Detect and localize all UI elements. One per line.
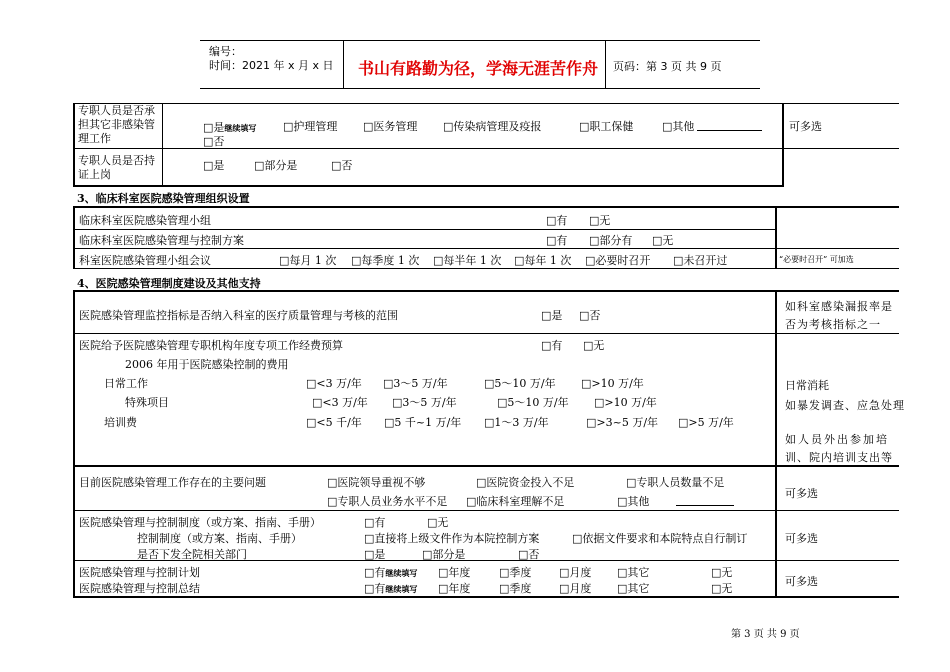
s4-budget-opt1[interactable]: □有 (541, 339, 563, 352)
s4-summary-opt1[interactable]: □年度 (438, 582, 471, 595)
s4-system-label2: 控制制度（或方案、指南、手册） (137, 532, 302, 545)
s3-row3-opt6[interactable]: □未召开过 (673, 254, 728, 267)
s4-plan-opt4[interactable]: □其它 (617, 566, 650, 579)
s1-left-border (73, 103, 75, 187)
s1-row1-opt1[interactable]: □护理管理 (283, 120, 338, 133)
s4-training-opt3[interactable]: □1～3 万/年 (484, 416, 549, 429)
s4-remark-divider (775, 290, 777, 598)
s3-row2-opt1[interactable]: □有 (546, 234, 568, 247)
s4-budget-label: 医院给予医院感染管理专职机构年度专项工作经费预算 (79, 339, 343, 352)
header-bottom-rule (200, 88, 760, 89)
s4-daily-label: 日常工作 (104, 377, 148, 390)
s4-summary-have[interactable]: □有继续填写 (364, 582, 418, 595)
s4-system-opt4[interactable]: □依据文件要求和本院特点自行制订 (572, 532, 748, 545)
header-page-label: 页码：第 3 页 共 9 页 (613, 60, 722, 73)
s1-mid-rule (73, 148, 899, 149)
s4-summary-opt2[interactable]: □季度 (499, 582, 532, 595)
s4-problems-opt6[interactable]: □其他 (617, 495, 650, 508)
s4-problems-opt5[interactable]: □临床科室理解不足 (466, 495, 565, 508)
s3-row2-label: 临床科室医院感染管理与控制方案 (79, 234, 244, 247)
s1-row1-opt2[interactable]: □医务管理 (363, 120, 418, 133)
s1-label-divider (162, 103, 163, 187)
s4-daily-opt2[interactable]: □3～5 万/年 (383, 377, 448, 390)
s4-summary-opt4[interactable]: □其它 (617, 582, 650, 595)
header-top-rule (200, 40, 760, 41)
s4-system-opt3[interactable]: □直接将上级文件作为本院控制方案 (364, 532, 540, 545)
s1-row2-opt1[interactable]: □是 (203, 159, 225, 172)
s4-plan-opt2[interactable]: □季度 (499, 566, 532, 579)
s1-row1-opt-no[interactable]: □否 (203, 135, 225, 148)
s4-system-remark: 可多选 (785, 532, 818, 545)
s4-special-opt1[interactable]: □<3 万/年 (312, 396, 368, 409)
s4-daily-opt4[interactable]: □>10 万/年 (581, 377, 644, 390)
s4-system-opt5[interactable]: □是 (364, 548, 386, 561)
s4-system-opt1[interactable]: □有 (364, 516, 386, 529)
s3-row1-label: 临床科室医院感染管理小组 (79, 214, 211, 227)
s1-row2-label: 专职人员是否持证上岗 (78, 154, 155, 181)
s4-plan-label: 医院感染管理与控制计划 (79, 566, 200, 579)
s4-problems-other-blank (676, 505, 734, 506)
s3-row2-opt3[interactable]: □无 (652, 234, 674, 247)
s4-left-border (73, 290, 75, 598)
s3-row3-remark: “必要时召开” 可加选 (779, 255, 854, 264)
s4-indicator-remark1: 如科室感染漏报率是 (785, 300, 893, 313)
s4-budget-year-label: 2006 年用于医院感染控制的费用 (125, 358, 289, 371)
header-motto: 书山有路勤为径，学海无涯苦作舟 (358, 59, 599, 78)
s3-row3-opt4[interactable]: □每年 1 次 (514, 254, 572, 267)
s3-row3-opt5[interactable]: □必要时召开 (585, 254, 651, 267)
s4-summary-label: 医院感染管理与控制总结 (79, 582, 200, 595)
s4-training-opt5[interactable]: □>5 万/年 (678, 416, 734, 429)
s4-system-opt2[interactable]: □无 (427, 516, 449, 529)
s4-system-label1: 医院感染管理与控制制度（或方案、指南、手册） (79, 516, 321, 529)
s1-row1-opt3[interactable]: □传染病管理及疫报 (443, 120, 542, 133)
s1-row1-opt-yes[interactable]: □是继续填写 (203, 121, 257, 134)
s1-row2-opt2[interactable]: □部分是 (254, 159, 298, 172)
s4-training-opt4[interactable]: □>3~5 万/年 (586, 416, 659, 429)
s3-row1-opt2[interactable]: □无 (589, 214, 611, 227)
s1-row1-other-blank (697, 130, 762, 131)
s4-daily-opt1[interactable]: □<3 万/年 (306, 377, 362, 390)
s3-row3-opt3[interactable]: □每半年 1 次 (433, 254, 502, 267)
s4-special-remark: 如暴发调查、应急处理 (785, 399, 905, 412)
header-number-label: 编号： (209, 45, 242, 58)
s4-problems-opt4[interactable]: □专职人员业务水平不足 (327, 495, 448, 508)
s4-problems-label: 目前医院感染管理工作存在的主要问题 (79, 476, 266, 489)
s4-indicator-opt1[interactable]: □是 (541, 309, 563, 322)
s4-special-opt4[interactable]: □>10 万/年 (594, 396, 657, 409)
s3-row3-opt2[interactable]: □每季度 1 次 (351, 254, 420, 267)
s4-title: 4、医院感染管理制度建设及其他支持 (77, 277, 261, 290)
s4-budget-opt2[interactable]: □无 (583, 339, 605, 352)
s1-row1-remark: 可多选 (789, 120, 822, 133)
s4-training-remark2: 训、院内培训支出等 (785, 451, 893, 464)
s1-row1-opt5[interactable]: □其他 (662, 120, 695, 133)
s4-system-label3: 是否下发全院相关部门 (137, 548, 247, 561)
s4-summary-opt3[interactable]: □月度 (559, 582, 592, 595)
s3-row1-opt1[interactable]: □有 (546, 214, 568, 227)
header-divider-left (343, 40, 344, 89)
footer-page: 第 3 页 共 9 页 (731, 629, 800, 640)
header-time-label: 时间：2021 年 x 月 x 日 (209, 59, 334, 72)
s1-remark-divider (782, 103, 784, 187)
s3-row2-opt2[interactable]: □部分有 (589, 234, 633, 247)
s1-bottom-rule (73, 185, 783, 187)
s4-system-opt6[interactable]: □部分是 (422, 548, 466, 561)
s3-title: 3、临床科室医院感染管理组织设置 (77, 192, 250, 205)
s4-summary-none[interactable]: □无 (711, 582, 733, 595)
s3-left-border (73, 206, 75, 269)
s4-problems-opt2[interactable]: □医院资金投入不足 (476, 476, 575, 489)
s4-plan-none[interactable]: □无 (711, 566, 733, 579)
s4-special-opt2[interactable]: □3～5 万/年 (392, 396, 457, 409)
s4-special-label: 特殊项目 (125, 396, 169, 409)
s1-row1-label: 专职人员是否承担其它非感染管理工作 (78, 104, 155, 145)
s4-problems-remark: 可多选 (785, 487, 818, 500)
s4-special-opt3[interactable]: □5～10 万/年 (497, 396, 569, 409)
s4-problems-opt3[interactable]: □专职人员数量不足 (626, 476, 725, 489)
s4-plan-opt3[interactable]: □月度 (559, 566, 592, 579)
s4-indicator-opt2[interactable]: □否 (579, 309, 601, 322)
s3-remark-divider (775, 206, 777, 269)
s4-training-opt2[interactable]: □5 千~1 万/年 (384, 416, 462, 429)
header-divider-right (605, 40, 606, 89)
s1-top-rule (73, 103, 899, 104)
s3-rule-1 (73, 229, 776, 230)
s4-plan-remark: 可多选 (785, 575, 818, 588)
s4-training-remark1: 如人员外出参加培 (785, 433, 889, 446)
s4-problems-opt1[interactable]: □医院领导重视不够 (327, 476, 426, 489)
s4-system-opt7[interactable]: □否 (518, 548, 540, 561)
s4-daily-opt3[interactable]: □5～10 万/年 (484, 377, 556, 390)
s3-row3-opt1[interactable]: □每月 1 次 (279, 254, 337, 267)
s4-training-label: 培训费 (104, 416, 137, 429)
s4-indicator-remark2: 否为考核指标之一 (785, 318, 881, 331)
s3-row3-label: 科室医院感染管理小组会议 (79, 254, 211, 267)
s4-daily-remark: 日常消耗 (785, 379, 829, 392)
s4-indicator-label: 医院感染管理监控指标是否纳入科室的医疗质量管理与考核的范围 (79, 309, 398, 322)
s1-row1-opt4[interactable]: □职工保健 (579, 120, 634, 133)
s1-row2-opt3[interactable]: □否 (331, 159, 353, 172)
s4-plan-opt1[interactable]: □年度 (438, 566, 471, 579)
s4-plan-have[interactable]: □有继续填写 (364, 566, 418, 579)
s4-training-opt1[interactable]: □<5 千/年 (306, 416, 362, 429)
